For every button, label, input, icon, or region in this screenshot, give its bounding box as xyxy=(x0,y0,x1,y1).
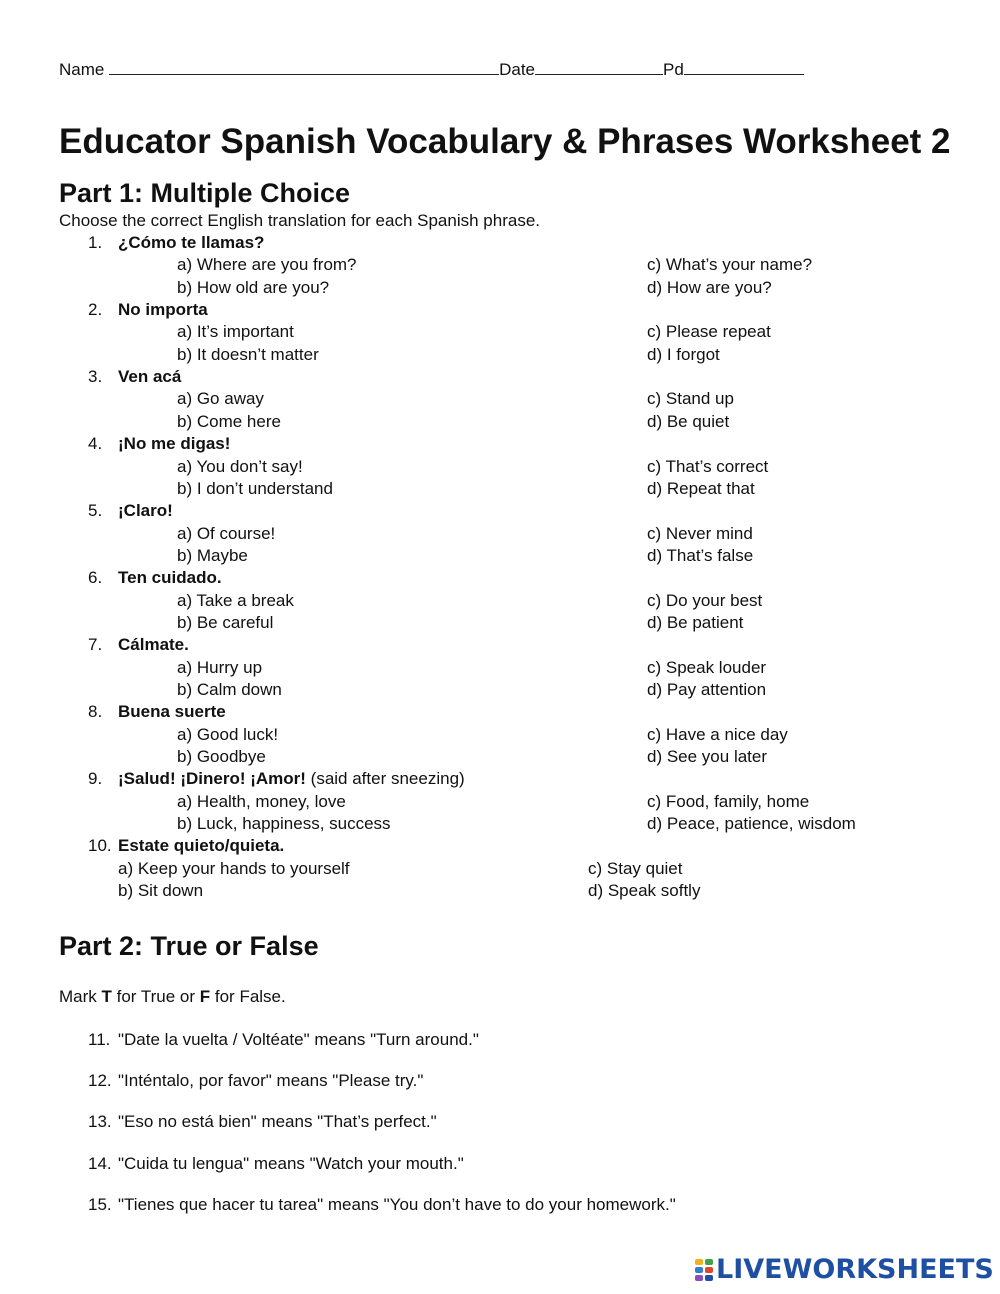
statement-number: 13. xyxy=(88,1112,112,1132)
question-prompt xyxy=(118,232,264,254)
question-prompt xyxy=(118,500,173,522)
question-number: 2. xyxy=(88,300,103,320)
spanish-phrase: Ven acá xyxy=(118,367,182,387)
statement-number: 11. xyxy=(88,1030,111,1049)
option-b[interactable]: b) I don’t understand xyxy=(177,478,333,498)
question-prompt xyxy=(118,768,465,790)
name-blank[interactable] xyxy=(109,59,499,75)
statement-text[interactable]: "Cuida tu lengua" means "Watch your mouth." xyxy=(118,1153,464,1173)
option-a[interactable]: a) It’s important xyxy=(177,322,294,342)
option-d[interactable]: d) That’s false xyxy=(647,545,754,565)
statement-text[interactable]: "Date la vuelta / Voltéate" means "Turn around." xyxy=(118,1030,479,1049)
option-b[interactable]: b) Come here xyxy=(177,411,281,431)
spanish-phrase: Estate quieto/quieta. xyxy=(118,836,285,856)
header-line xyxy=(59,59,804,81)
option-d[interactable]: d) How are you? xyxy=(647,277,772,297)
option-a[interactable]: a) Good luck! xyxy=(177,724,279,744)
option-b[interactable]: b) Calm down xyxy=(177,680,282,699)
option-c[interactable]: c) Do your best xyxy=(647,590,763,610)
option-c[interactable]: c) Please repeat xyxy=(647,322,771,342)
spanish-phrase: ¡No me digas! xyxy=(118,434,231,454)
option-c[interactable]: c) That’s correct xyxy=(647,456,769,476)
option-b[interactable]: b) Sit down xyxy=(118,881,204,901)
option-d[interactable]: d) I forgot xyxy=(647,344,720,364)
part2-heading: Part 2: True or False xyxy=(59,931,319,961)
spanish-phrase: Cálmate. xyxy=(118,635,189,655)
part1-instructions: Choose the correct English translation for each Spanish phrase. xyxy=(59,211,540,230)
option-d[interactable]: d) Be quiet xyxy=(647,411,730,431)
question-number: 7. xyxy=(88,635,103,655)
statement-number: 12. xyxy=(88,1071,112,1091)
page-title: Educator Spanish Vocabulary & Phrases Worksheet 2 xyxy=(59,122,951,161)
name-label: Name xyxy=(59,60,105,79)
spanish-phrase: ¿Cómo te llamas? xyxy=(118,233,265,252)
option-a[interactable]: a) Hurry up xyxy=(177,657,263,677)
instr-middle: for True or xyxy=(111,987,200,1006)
question-prompt xyxy=(118,433,230,455)
statement-text[interactable]: "Eso no está bien" means "That’s perfect." xyxy=(118,1112,437,1132)
spanish-phrase: No importa xyxy=(118,300,208,320)
question-number: 1. xyxy=(88,233,103,252)
question-number: 9. xyxy=(88,769,103,789)
instr-true-letter: T xyxy=(101,987,112,1006)
option-a[interactable]: a) Keep your hands to yourself xyxy=(118,858,350,878)
option-d[interactable]: d) Peace, patience, wisdom xyxy=(647,814,856,834)
option-d[interactable]: d) Speak softly xyxy=(588,881,701,901)
spanish-phrase: ¡Claro! xyxy=(118,501,173,521)
option-a[interactable]: a) Where are you from? xyxy=(177,255,357,275)
question-prompt xyxy=(118,366,181,388)
option-b[interactable]: b) Maybe xyxy=(177,545,248,565)
prompt-note: (said after sneezing) xyxy=(305,769,465,789)
option-b[interactable]: b) It doesn’t matter xyxy=(177,344,319,364)
option-b[interactable]: b) How old are you? xyxy=(177,277,330,297)
instr-false-letter: F xyxy=(199,987,211,1006)
question-number: 5. xyxy=(88,501,103,521)
question-number: 8. xyxy=(88,702,103,722)
question-prompt xyxy=(118,835,284,857)
part2-instructions xyxy=(59,986,286,1008)
date-label: Date xyxy=(499,60,536,79)
option-b[interactable]: b) Be careful xyxy=(177,612,274,632)
option-c[interactable]: c) Have a nice day xyxy=(647,724,788,744)
question-prompt xyxy=(118,634,189,656)
question-prompt xyxy=(118,567,222,589)
option-c[interactable]: c) Speak louder xyxy=(647,657,767,677)
logo-text: LIVEWORKSHEETS xyxy=(716,1254,994,1285)
liveworksheets-logo xyxy=(694,1255,994,1285)
option-c[interactable]: c) Stand up xyxy=(647,389,734,409)
spanish-phrase: Buena suerte xyxy=(118,702,226,722)
question-prompt xyxy=(118,299,208,321)
instr-before: Mark xyxy=(59,987,102,1006)
option-d[interactable]: d) Pay attention xyxy=(647,680,767,699)
statement-number: 14. xyxy=(88,1153,112,1173)
statement-number: 15. xyxy=(88,1194,112,1214)
option-c[interactable]: c) Food, family, home xyxy=(647,791,810,811)
option-a[interactable]: a) Of course! xyxy=(177,523,276,543)
option-d[interactable]: d) See you later xyxy=(647,747,768,767)
period-label: Pd xyxy=(663,60,684,79)
spanish-phrase: Ten cuidado. xyxy=(118,568,222,588)
period-blank[interactable] xyxy=(684,59,804,75)
question-prompt xyxy=(118,701,226,723)
option-a[interactable]: a) You don’t say! xyxy=(177,456,303,476)
option-a[interactable]: a) Health, money, love xyxy=(177,791,346,811)
question-number: 6. xyxy=(88,568,103,588)
question-number: 3. xyxy=(88,367,103,387)
option-c[interactable]: c) Never mind xyxy=(647,523,753,543)
logo-blocks-icon xyxy=(694,1258,714,1282)
option-c[interactable]: c) Stay quiet xyxy=(588,858,683,878)
spanish-phrase: ¡Salud! ¡Dinero! ¡Amor! xyxy=(118,769,306,789)
option-d[interactable]: d) Be patient xyxy=(647,612,744,632)
question-number: 4. xyxy=(88,434,103,454)
option-b[interactable]: b) Luck, happiness, success xyxy=(177,814,391,834)
statement-text[interactable]: "Inténtalo, por favor" means "Please try." xyxy=(118,1071,424,1091)
option-c[interactable]: c) What’s your name? xyxy=(647,255,813,275)
question-number: 10. xyxy=(88,836,112,856)
instr-after: for False. xyxy=(210,987,286,1006)
date-blank[interactable] xyxy=(535,59,663,75)
option-a[interactable]: a) Go away xyxy=(177,389,264,409)
option-b[interactable]: b) Goodbye xyxy=(177,747,266,767)
option-d[interactable]: d) Repeat that xyxy=(647,478,755,498)
part1-heading: Part 1: Multiple Choice xyxy=(59,178,351,208)
statement-text[interactable]: "Tienes que hacer tu tarea" means "You don’t have to do your homework." xyxy=(118,1194,676,1214)
option-a[interactable]: a) Take a break xyxy=(177,590,294,610)
